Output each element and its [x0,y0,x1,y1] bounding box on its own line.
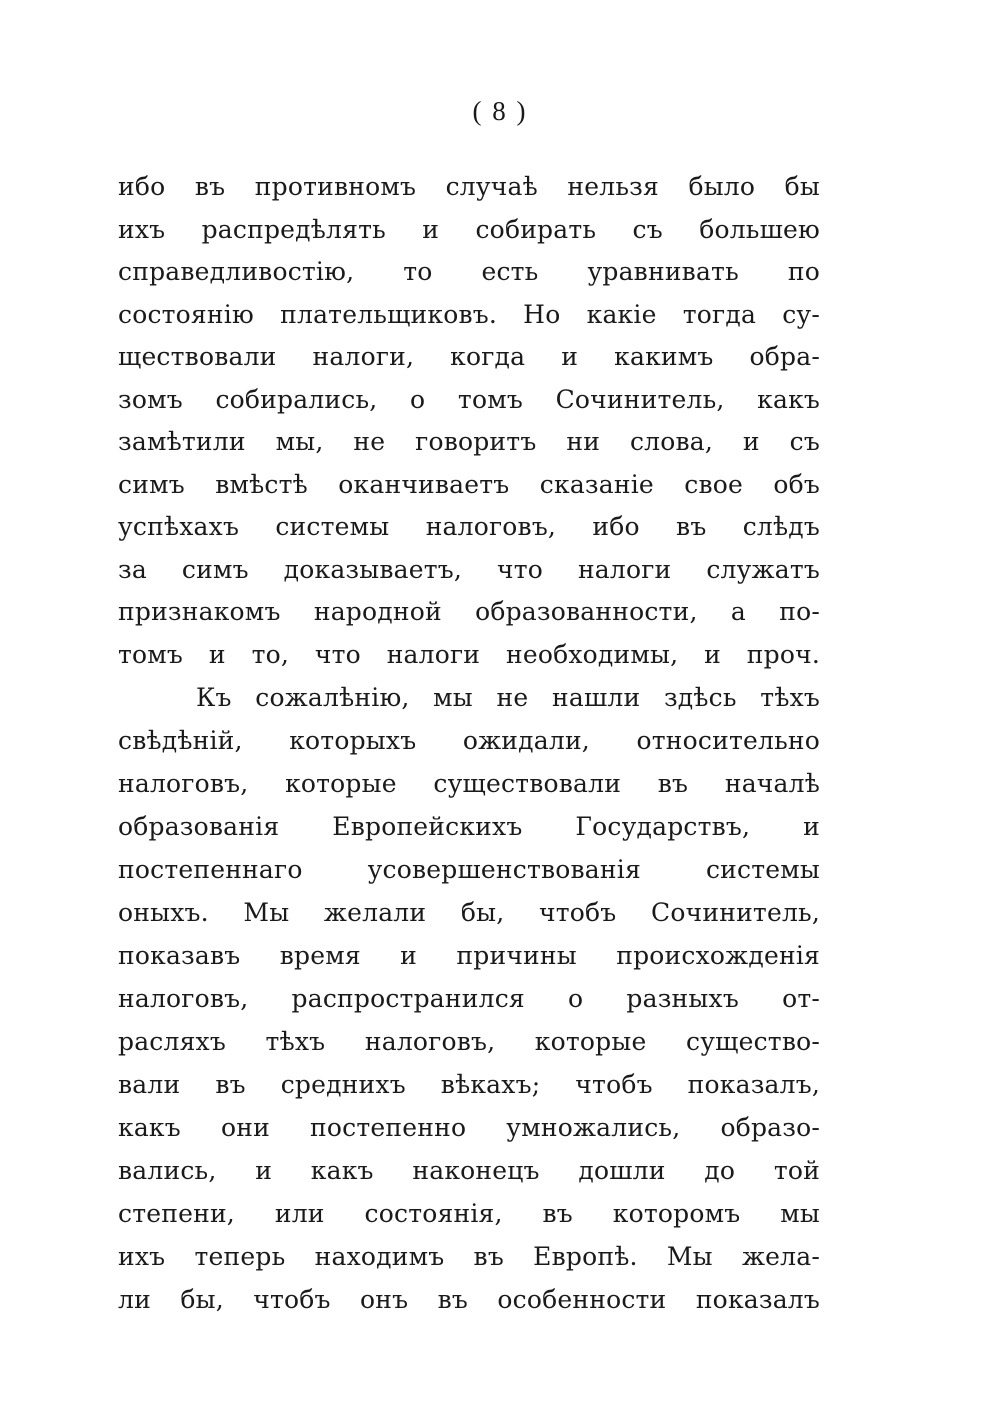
text-line: состоянію плательщиковъ. Но какіе тогда су- [118,300,820,329]
text-line: симъ вмѣстѣ оканчиваетъ сказаніе свое объ [118,470,820,499]
text-line: ли бы, чтобъ онъ въ особенности показалъ [118,1285,820,1314]
text-line: постепеннаго усовершенствованія системы [118,855,820,884]
text-line: зомъ собирались, о томъ Сочинитель, какъ [118,385,820,414]
text-line: справедливостію, то есть уравнивать по [118,257,820,286]
text-line: успѣхахъ системы налоговъ, ибо въ слѣдъ [118,512,820,541]
text-line: оныхъ. Мы желали бы, чтобъ Сочинитель, [118,898,820,927]
text-line: образованія Европейскихъ Государствъ, и [118,812,820,841]
text-line: свѣдѣній, которыхъ ожидали, относительно [118,726,820,755]
text-line: вали въ среднихъ вѣкахъ; чтобъ показалъ, [118,1070,820,1099]
text-line: признакомъ народной образованности, а по- [118,597,820,626]
text-line: налоговъ, которые существовали въ началѣ [118,769,820,798]
paragraph-first-line: Къ сожалѣнію, мы не нашли здѣсь тѣхъ [196,683,820,712]
page-number: ( 8 ) [472,96,528,126]
text-line: какъ они постепенно умножались, образо- [118,1113,820,1142]
text-line: расляхъ тѣхъ налоговъ, которые существо- [118,1027,820,1056]
text-line: ихъ теперь находимъ въ Европѣ. Мы жела- [118,1242,820,1271]
text-line: показавъ время и причины происхожденія [118,941,820,970]
text-line: вались, и какъ наконецъ дошли до той [118,1156,820,1185]
text-line: ихъ распредѣлять и собирать съ большею [118,215,820,244]
text-line: налоговъ, распространился о разныхъ от- [118,984,820,1013]
text-line: ибо въ противномъ случаѣ нельзя было бы [118,172,820,201]
text-line: за симъ доказываетъ, что налоги служатъ [118,555,820,584]
text-line: томъ и то, что налоги необходимы, и проч. [118,640,820,669]
text-line: ществовали налоги, когда и какимъ обра- [118,342,820,371]
text-line: замѣтили мы, не говоритъ ни слова, и съ [118,427,820,456]
text-line: степени, или состоянія, въ которомъ мы [118,1199,820,1228]
